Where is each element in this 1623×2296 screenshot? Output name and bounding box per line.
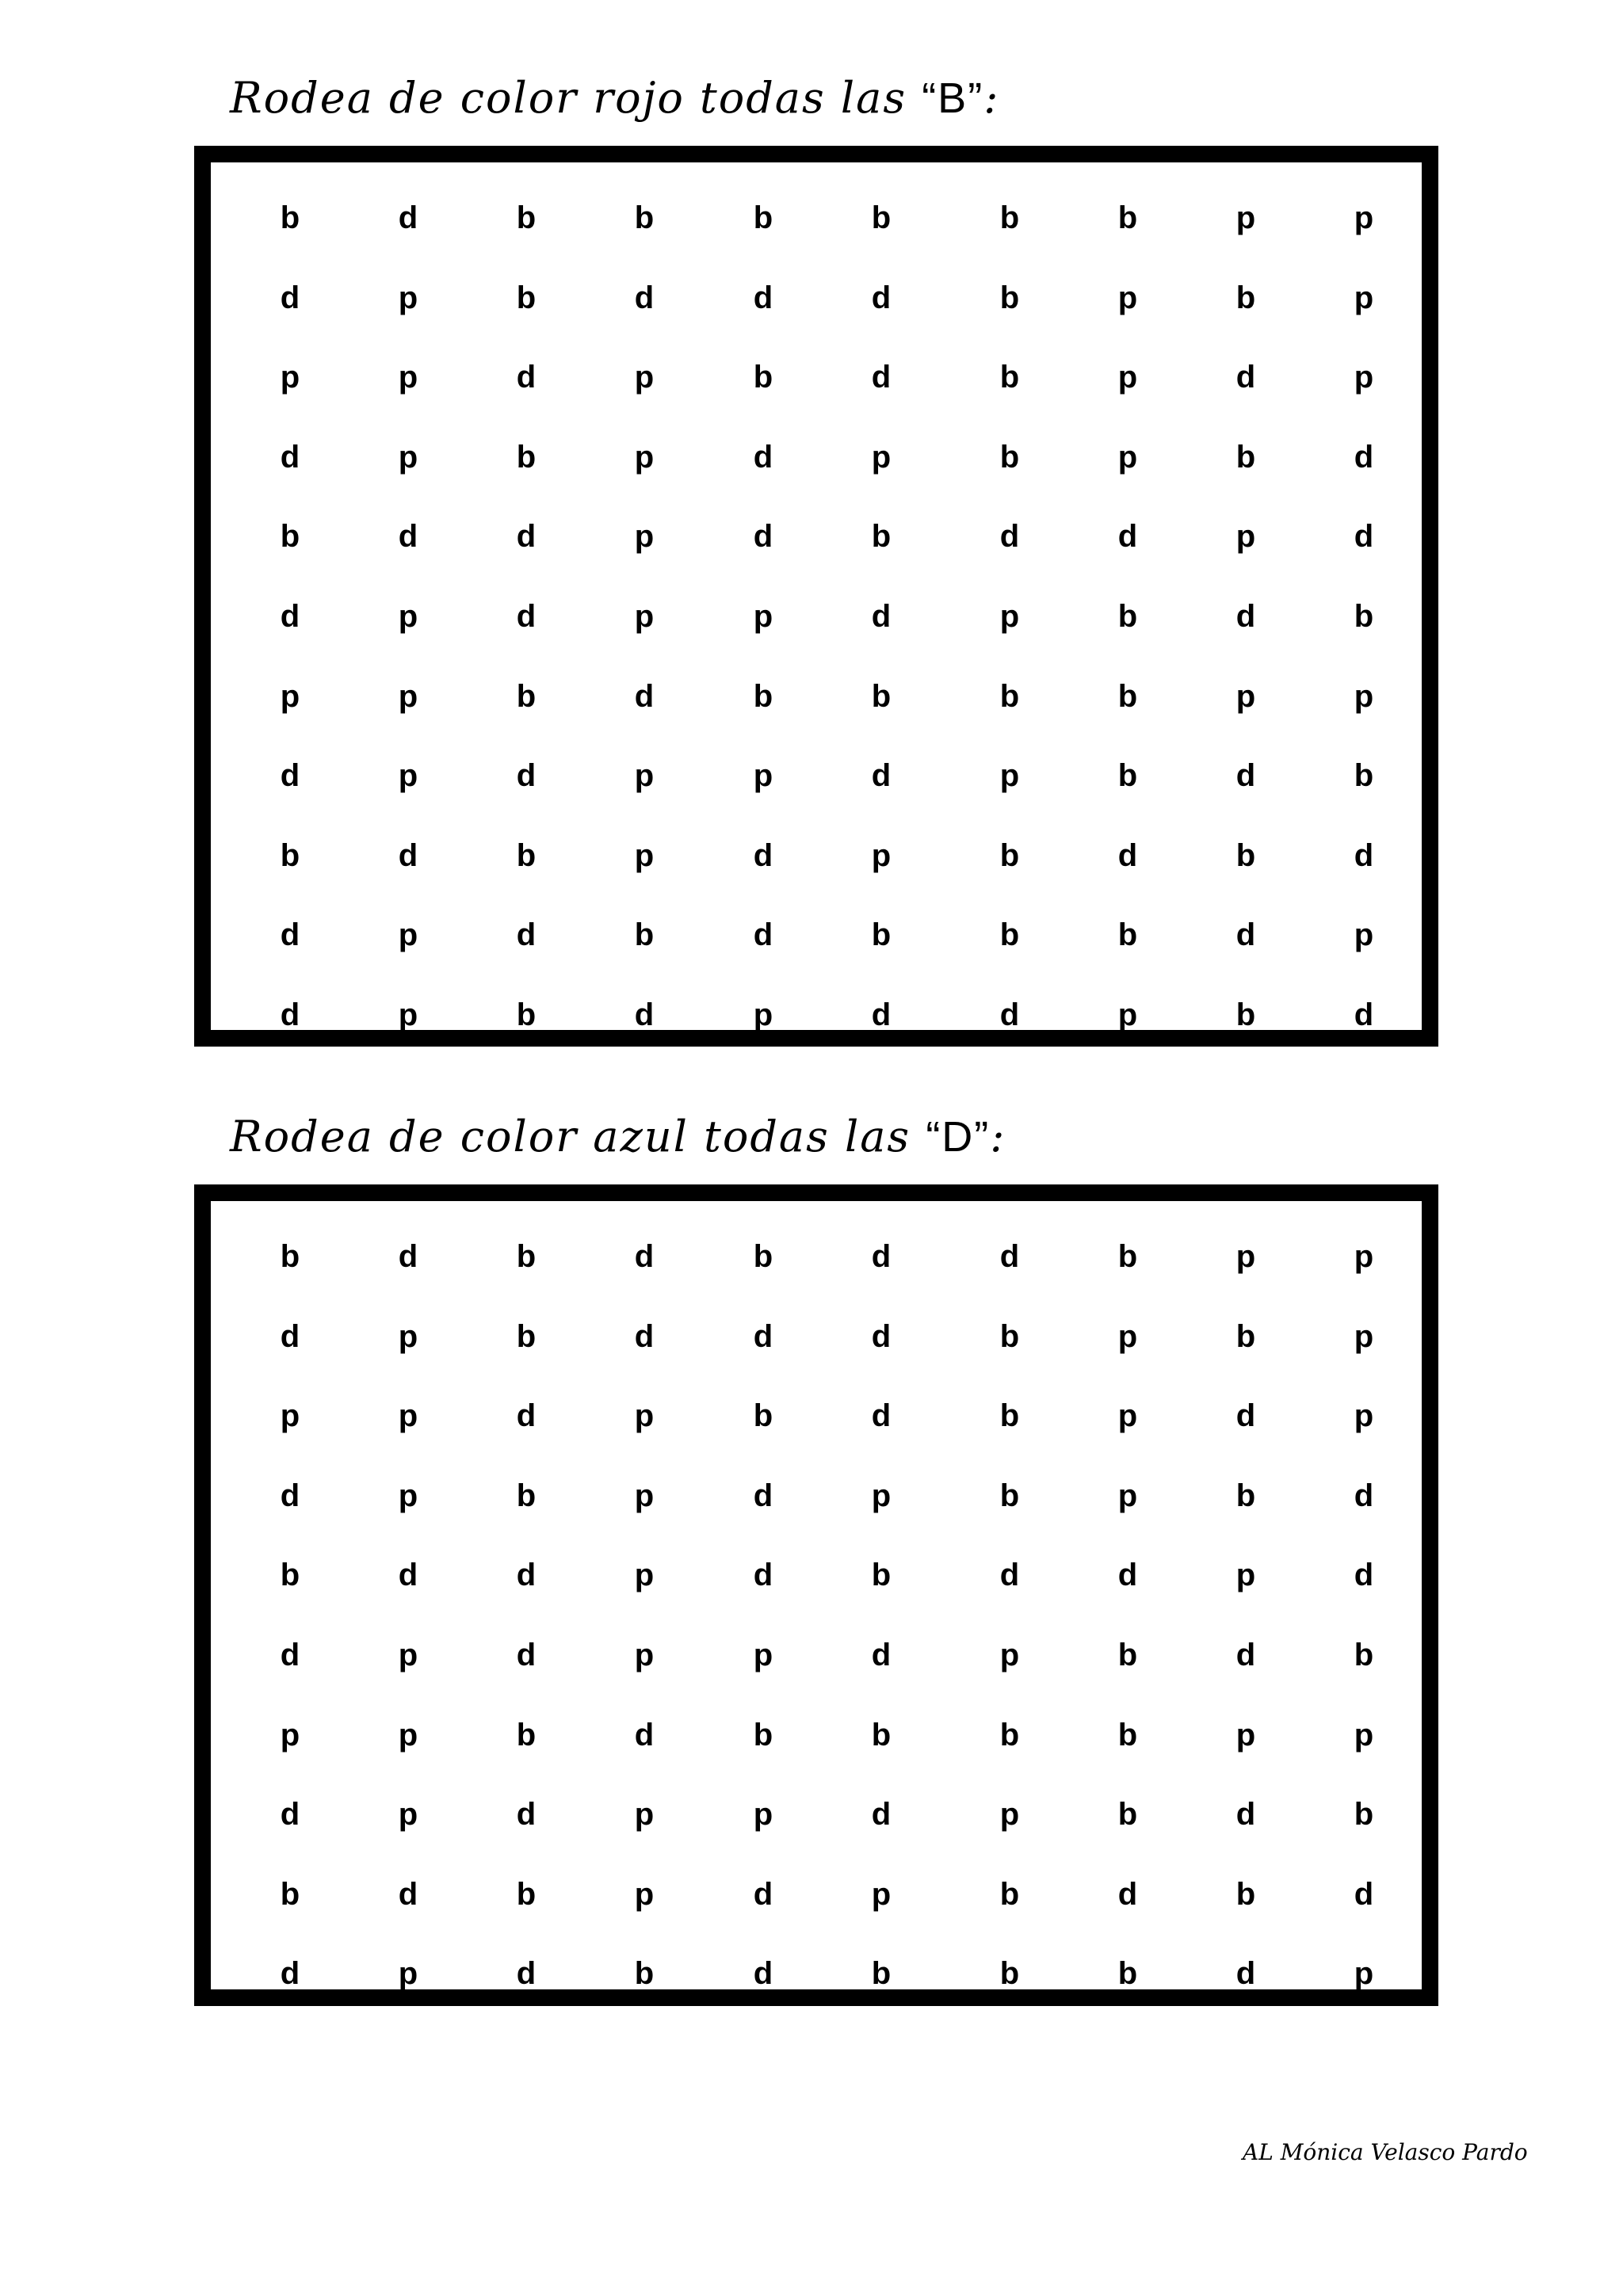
letter-cell[interactable]: b: [1354, 599, 1374, 634]
letter-cell[interactable]: p: [634, 758, 655, 794]
letter-cell[interactable]: p: [1235, 519, 1256, 555]
letter-cell[interactable]: b: [753, 678, 773, 714]
letter-cell[interactable]: d: [1235, 917, 1256, 953]
letter-cell[interactable]: b: [516, 439, 537, 475]
letter-cell[interactable]: d: [516, 599, 537, 634]
letter-cell[interactable]: d: [753, 439, 773, 475]
letter-cell[interactable]: b: [1235, 997, 1256, 1032]
letter-cell[interactable]: d: [999, 519, 1020, 555]
letter-cell[interactable]: b: [1117, 758, 1138, 794]
letter-cell[interactable]: b: [999, 360, 1020, 395]
letter-cell[interactable]: d: [516, 1797, 537, 1833]
letter-cell[interactable]: p: [280, 678, 300, 714]
letter-cell[interactable]: b: [280, 1239, 300, 1274]
letter-cell[interactable]: b: [871, 678, 892, 714]
letter-cell[interactable]: p: [753, 599, 773, 634]
letter-cell[interactable]: p: [1354, 1717, 1374, 1753]
letter-cell[interactable]: b: [871, 1558, 892, 1593]
letter-cell[interactable]: b: [516, 1318, 537, 1354]
letter-cell[interactable]: d: [1354, 1558, 1374, 1593]
letter-cell[interactable]: b: [999, 1478, 1020, 1513]
letter-cell[interactable]: p: [634, 439, 655, 475]
letter-cell[interactable]: d: [999, 997, 1020, 1032]
letter-cell[interactable]: b: [516, 997, 537, 1032]
letter-cell[interactable]: p: [1117, 1478, 1138, 1513]
letter-cell[interactable]: p: [1354, 1398, 1374, 1434]
letter-cell[interactable]: b: [516, 1478, 537, 1513]
letter-cell[interactable]: d: [753, 1956, 773, 1992]
letter-cell[interactable]: d: [634, 1318, 655, 1354]
letter-cell[interactable]: d: [516, 1638, 537, 1672]
letter-cell[interactable]: b: [516, 1876, 537, 1912]
letter-cell[interactable]: d: [871, 360, 892, 395]
letter-cell[interactable]: p: [398, 360, 418, 395]
letter-cell[interactable]: p: [398, 1717, 418, 1753]
letter-cell[interactable]: b: [280, 1558, 300, 1593]
instruction-text: Rodea de color azul todas las: [230, 1112, 926, 1161]
letter-cell[interactable]: d: [753, 837, 773, 873]
letter-cell[interactable]: d: [999, 1558, 1020, 1593]
letter-cell[interactable]: p: [753, 1797, 773, 1833]
letter-cell[interactable]: d: [1354, 997, 1374, 1032]
letter-cell[interactable]: d: [634, 280, 655, 315]
letter-cell[interactable]: d: [871, 1638, 892, 1672]
letter-cell[interactable]: d: [516, 758, 537, 794]
letter-cell[interactable]: b: [999, 200, 1020, 235]
letter-cell[interactable]: b: [999, 439, 1020, 475]
letter-cell[interactable]: b: [1235, 837, 1256, 873]
letter-cell[interactable]: p: [398, 599, 418, 634]
letter-cell[interactable]: d: [871, 1239, 892, 1274]
letter-cell[interactable]: b: [280, 837, 300, 873]
letter-cell[interactable]: d: [398, 519, 418, 555]
letter-cell[interactable]: b: [1117, 1717, 1138, 1753]
letter-cell[interactable]: d: [1235, 360, 1256, 395]
letter-cell[interactable]: d: [1235, 758, 1256, 794]
letter-cell[interactable]: b: [1235, 1478, 1256, 1513]
letter-cell[interactable]: d: [398, 1239, 418, 1274]
letter-cell[interactable]: p: [1117, 439, 1138, 475]
letter-cell[interactable]: p: [634, 1478, 655, 1513]
letter-cell[interactable]: p: [398, 1638, 418, 1672]
letter-cell[interactable]: d: [634, 678, 655, 714]
letter-cell[interactable]: d: [516, 360, 537, 395]
letter-cell[interactable]: p: [1354, 678, 1374, 714]
target-letter: “B”: [922, 74, 984, 122]
letter-cell[interactable]: p: [999, 1797, 1020, 1833]
letter-cell[interactable]: p: [634, 519, 655, 555]
letter-cell[interactable]: b: [1354, 758, 1374, 794]
letter-grid-frame-b: [194, 146, 1438, 1047]
letter-cell[interactable]: b: [871, 1717, 892, 1753]
letter-cell[interactable]: d: [280, 1797, 300, 1833]
letter-cell[interactable]: d: [1235, 1956, 1256, 1992]
letter-cell[interactable]: p: [999, 758, 1020, 794]
letter-cell[interactable]: p: [871, 1478, 892, 1513]
letter-cell[interactable]: d: [398, 837, 418, 873]
letter-cell[interactable]: d: [1117, 1876, 1138, 1912]
letter-cell[interactable]: b: [280, 200, 300, 235]
letter-cell[interactable]: b: [999, 837, 1020, 873]
letter-cell[interactable]: b: [999, 917, 1020, 953]
letter-cell[interactable]: b: [1354, 1797, 1374, 1833]
letter-cell[interactable]: d: [516, 917, 537, 953]
letter-cell[interactable]: b: [516, 1239, 537, 1274]
letter-cell[interactable]: d: [280, 997, 300, 1032]
letter-cell[interactable]: b: [999, 1398, 1020, 1434]
letter-cell[interactable]: p: [280, 1398, 300, 1434]
letter-cell[interactable]: p: [398, 758, 418, 794]
letter-cell[interactable]: b: [871, 917, 892, 953]
letter-cell[interactable]: p: [1354, 360, 1374, 395]
letter-cell[interactable]: b: [1117, 917, 1138, 953]
letter-cell[interactable]: d: [516, 1558, 537, 1593]
letter-cell[interactable]: p: [1117, 360, 1138, 395]
letter-cell[interactable]: b: [999, 678, 1020, 714]
letter-cell[interactable]: d: [1117, 519, 1138, 555]
letter-cell[interactable]: p: [1117, 1318, 1138, 1354]
instruction-colon: :: [990, 1112, 1006, 1161]
letter-cell[interactable]: p: [634, 360, 655, 395]
letter-cell[interactable]: p: [871, 1876, 892, 1912]
letter-grid-d: [211, 1201, 1422, 1992]
letter-cell[interactable]: p: [634, 837, 655, 873]
letter-cell[interactable]: d: [999, 1239, 1020, 1274]
letter-cell[interactable]: d: [871, 1797, 892, 1833]
letter-cell[interactable]: b: [516, 1717, 537, 1753]
letter-cell[interactable]: b: [871, 200, 892, 235]
letter-cell[interactable]: d: [871, 599, 892, 634]
letter-cell[interactable]: b: [516, 678, 537, 714]
letter-cell[interactable]: d: [398, 1876, 418, 1912]
letter-cell[interactable]: d: [1235, 599, 1256, 634]
letter-cell[interactable]: d: [871, 280, 892, 315]
letter-cell[interactable]: p: [999, 1638, 1020, 1672]
letter-cell[interactable]: b: [1117, 200, 1138, 235]
letter-cell[interactable]: b: [1235, 280, 1256, 315]
letter-cell[interactable]: p: [753, 997, 773, 1032]
author-signature: AL Mónica Velasco Pardo: [1243, 2139, 1528, 2165]
letter-cell[interactable]: b: [999, 1956, 1020, 1992]
letter-cell[interactable]: d: [1354, 519, 1374, 555]
letter-cell[interactable]: d: [753, 1876, 773, 1912]
letter-grid-b: [211, 162, 1422, 1030]
letter-cell[interactable]: b: [1235, 1318, 1256, 1354]
letter-cell[interactable]: p: [1117, 997, 1138, 1032]
letter-cell[interactable]: p: [634, 1797, 655, 1833]
letter-cell[interactable]: d: [280, 1478, 300, 1513]
letter-cell[interactable]: d: [280, 1638, 300, 1672]
letter-cell[interactable]: d: [280, 280, 300, 315]
letter-cell[interactable]: b: [999, 1717, 1020, 1753]
letter-cell[interactable]: b: [634, 1956, 655, 1992]
letter-cell[interactable]: b: [753, 1398, 773, 1434]
letter-cell[interactable]: p: [634, 1638, 655, 1672]
letter-cell[interactable]: p: [753, 758, 773, 794]
letter-cell[interactable]: b: [1235, 1876, 1256, 1912]
letter-cell[interactable]: b: [516, 837, 537, 873]
letter-cell[interactable]: b: [1117, 1239, 1138, 1274]
letter-cell[interactable]: d: [634, 1239, 655, 1274]
letter-cell[interactable]: p: [398, 280, 418, 315]
letter-cell[interactable]: d: [1235, 1638, 1256, 1672]
letter-cell[interactable]: p: [1235, 678, 1256, 714]
letter-cell[interactable]: b: [1235, 439, 1256, 475]
letter-cell[interactable]: p: [1354, 200, 1374, 235]
letter-cell[interactable]: p: [1117, 280, 1138, 315]
letter-cell[interactable]: d: [1354, 439, 1374, 475]
letter-cell[interactable]: d: [871, 1398, 892, 1434]
letter-cell[interactable]: d: [516, 1956, 537, 1992]
letter-cell[interactable]: d: [871, 1318, 892, 1354]
letter-cell[interactable]: d: [280, 439, 300, 475]
letter-cell[interactable]: b: [280, 1876, 300, 1912]
target-letter: “D”: [926, 1113, 991, 1161]
letter-cell[interactable]: p: [398, 678, 418, 714]
letter-cell[interactable]: d: [1117, 837, 1138, 873]
letter-cell[interactable]: p: [1354, 1318, 1374, 1354]
letter-cell[interactable]: d: [753, 1318, 773, 1354]
letter-cell[interactable]: p: [1354, 917, 1374, 953]
letter-cell[interactable]: p: [634, 1876, 655, 1912]
letter-cell[interactable]: p: [634, 599, 655, 634]
instruction-text: Rodea de color rojo todas las: [230, 73, 922, 123]
letter-cell[interactable]: d: [1354, 1478, 1374, 1513]
letter-cell[interactable]: b: [516, 280, 537, 315]
letter-cell[interactable]: p: [1354, 1239, 1374, 1274]
letter-cell[interactable]: p: [398, 1956, 418, 1992]
instruction-colon: :: [983, 73, 1000, 123]
letter-cell[interactable]: d: [1235, 1398, 1256, 1434]
letter-cell[interactable]: p: [1235, 200, 1256, 235]
letter-cell[interactable]: d: [1354, 1876, 1374, 1912]
letter-cell[interactable]: b: [999, 280, 1020, 315]
letter-cell[interactable]: d: [280, 917, 300, 953]
letter-cell[interactable]: p: [1354, 280, 1374, 315]
letter-cell[interactable]: d: [753, 1478, 773, 1513]
letter-cell[interactable]: b: [999, 1318, 1020, 1354]
letter-cell[interactable]: d: [753, 280, 773, 315]
letter-cell[interactable]: d: [516, 1398, 537, 1434]
letter-cell[interactable]: p: [398, 439, 418, 475]
letter-grid-frame-d: [194, 1184, 1438, 2006]
letter-cell[interactable]: b: [1117, 1797, 1138, 1833]
letter-cell[interactable]: d: [1354, 837, 1374, 873]
letter-cell[interactable]: b: [753, 200, 773, 235]
letter-cell[interactable]: d: [753, 917, 773, 953]
letter-cell[interactable]: d: [516, 519, 537, 555]
instruction-heading-d: [230, 1112, 1006, 1161]
letter-cell[interactable]: d: [871, 997, 892, 1032]
letter-cell[interactable]: p: [398, 1797, 418, 1833]
letter-cell[interactable]: p: [398, 1478, 418, 1513]
letter-cell[interactable]: p: [1235, 1717, 1256, 1753]
letter-cell[interactable]: d: [871, 758, 892, 794]
letter-cell[interactable]: d: [753, 1558, 773, 1593]
letter-cell[interactable]: d: [398, 200, 418, 235]
letter-cell[interactable]: p: [999, 599, 1020, 634]
letter-cell[interactable]: b: [1117, 599, 1138, 634]
letter-cell[interactable]: b: [871, 519, 892, 555]
letter-cell[interactable]: d: [398, 1558, 418, 1593]
letter-cell[interactable]: b: [634, 200, 655, 235]
letter-cell[interactable]: b: [634, 917, 655, 953]
letter-cell[interactable]: b: [753, 360, 773, 395]
letter-cell[interactable]: b: [753, 1239, 773, 1274]
letter-cell[interactable]: b: [1117, 1956, 1138, 1992]
letter-cell[interactable]: p: [398, 1318, 418, 1354]
letter-cell[interactable]: b: [1117, 678, 1138, 714]
letter-cell[interactable]: d: [280, 1956, 300, 1992]
letter-cell[interactable]: b: [280, 519, 300, 555]
letter-cell[interactable]: p: [398, 997, 418, 1032]
letter-cell[interactable]: b: [871, 1956, 892, 1992]
letter-cell[interactable]: d: [634, 1717, 655, 1753]
letter-cell[interactable]: d: [634, 997, 655, 1032]
letter-cell[interactable]: p: [398, 917, 418, 953]
letter-cell[interactable]: p: [280, 360, 300, 395]
letter-cell[interactable]: d: [280, 599, 300, 634]
letter-cell[interactable]: d: [1235, 1797, 1256, 1833]
letter-cell[interactable]: p: [1235, 1558, 1256, 1593]
letter-cell[interactable]: d: [1117, 1558, 1138, 1593]
letter-cell[interactable]: p: [634, 1398, 655, 1434]
letter-cell[interactable]: p: [398, 1398, 418, 1434]
letter-cell[interactable]: p: [280, 1717, 300, 1753]
letter-cell[interactable]: p: [871, 837, 892, 873]
letter-cell[interactable]: b: [1117, 1638, 1138, 1672]
letter-cell[interactable]: b: [516, 200, 537, 235]
letter-cell[interactable]: d: [280, 1318, 300, 1354]
letter-cell[interactable]: d: [280, 758, 300, 794]
letter-cell[interactable]: p: [634, 1558, 655, 1593]
letter-cell[interactable]: d: [753, 519, 773, 555]
letter-cell[interactable]: p: [1117, 1398, 1138, 1434]
letter-cell[interactable]: p: [753, 1638, 773, 1672]
letter-cell[interactable]: b: [753, 1717, 773, 1753]
letter-cell[interactable]: p: [1235, 1239, 1256, 1274]
letter-cell[interactable]: p: [871, 439, 892, 475]
letter-cell[interactable]: b: [999, 1876, 1020, 1912]
letter-cell[interactable]: p: [1354, 1956, 1374, 1992]
instruction-heading-b: [230, 73, 999, 123]
letter-cell[interactable]: b: [1354, 1638, 1374, 1672]
